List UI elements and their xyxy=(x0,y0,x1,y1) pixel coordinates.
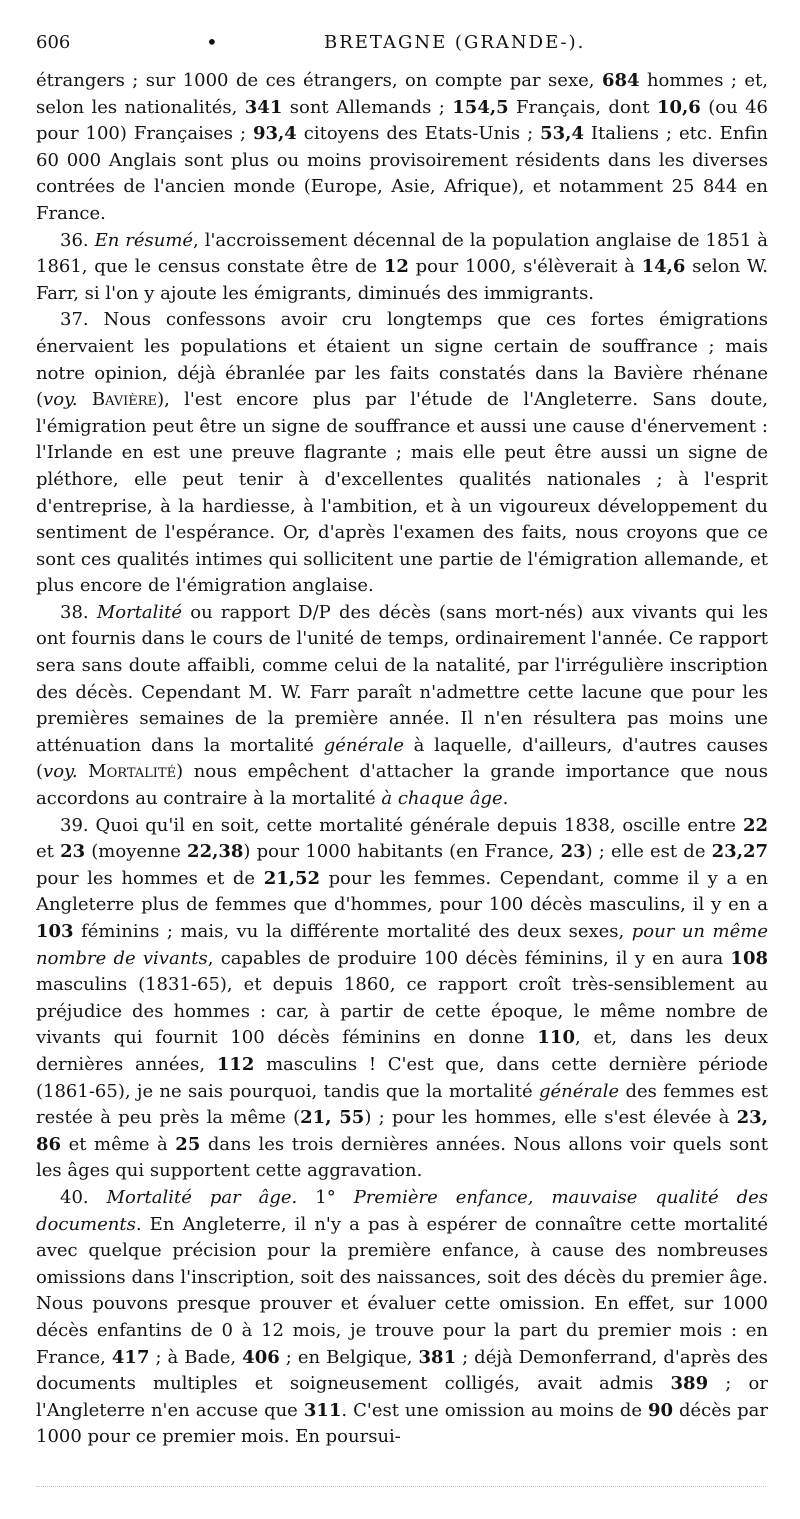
italic-text: Mortalité xyxy=(96,601,183,623)
paragraph xyxy=(36,813,768,1185)
text-run: (ou 46 pour 100) Françaises ; xyxy=(36,96,768,145)
bold-figure: 23,27 xyxy=(711,841,769,863)
bold-figure: 103 xyxy=(36,921,74,942)
bold-figure: 22,38 xyxy=(187,841,244,863)
text-run: , l'accroissement décennal de la population anglaise de 1851 à 1861, que le census constate être de xyxy=(36,229,768,278)
text-run: , capables de produire 100 décès féminins, il y en aura xyxy=(207,947,731,969)
italic-text: à chaque âge xyxy=(381,788,503,810)
bold-figure: 417 xyxy=(111,1346,150,1368)
italic-text: pour un même nombre de vivants xyxy=(36,921,768,969)
bold-figure: 154,5 xyxy=(452,96,509,118)
small-caps-ref: Bavière xyxy=(91,389,158,411)
text-run: 38. xyxy=(60,601,97,623)
paragraph xyxy=(36,1185,768,1451)
text-run: 1° xyxy=(315,1186,354,1208)
bold-figure: 23 xyxy=(60,841,86,863)
text-run: ; à Bade, xyxy=(149,1346,243,1368)
text-run: (moyenne xyxy=(85,841,188,863)
running-title: BRETAGNE (GRANDE-). xyxy=(324,32,586,53)
text-run: à laquelle, d'ailleurs, d'autres causes ( xyxy=(36,734,768,783)
text-run: ) ; pour les hommes, elle s'est élevée à xyxy=(364,1107,737,1129)
bold-figure: 406 xyxy=(242,1346,280,1368)
bold-figure: 381 xyxy=(418,1346,457,1368)
text-run: pour les femmes. Cependant, comme il y a en Angleterre plus de femmes que d'hommes, pour 100 décès masculins, il y en a xyxy=(36,867,769,916)
bold-figure: 93,4 xyxy=(252,123,297,145)
text-run: ), l'est encore plus par l'étude de l'Angleterre. Sans doute, l'émigration peut être un signe de souffrance et aussi une cause d'énervement : l'Irlande en est une preuve flagrante ; mais elle peut être aussi un signe de pléthore, elle peut tenir à d'excellentes qualités nationales ; à l'esprit d'entreprise, à la hardiesse, à l'ambition, et à un vigoureux développement du sentiment de l'espérance. Or, d'après l'examen des faits, nous croyons que ce sont ces qualités intimes qui sollicitent une partie de l'émigration allemande, et plus encore de l'émigration anglaise. xyxy=(36,389,768,597)
text-run: pour 1000, s'élèverait à xyxy=(408,256,642,278)
bold-figure: 112 xyxy=(216,1053,255,1075)
italic-text: Première enfance, mauvaise qualité des documents xyxy=(36,1186,768,1235)
text-run: 36. xyxy=(60,229,95,251)
bold-figure: 14,6 xyxy=(641,256,686,278)
text-run: masculins ! C'est que, dans cette dernière période (1861-65), je ne sais pourquoi, tandis que la mortalité xyxy=(36,1053,768,1102)
paragraph xyxy=(36,68,768,228)
text-run: hommes ; et, selon les nationalités, xyxy=(36,70,769,118)
text-run: . xyxy=(502,788,509,810)
text-run: masculins (1831-65), et depuis 1860, ce rapport croît très-sensiblement au préjudice des hommes : car, à partir de cette époque, le même nombre de vivants qui fournit 100 décès féminins en donne xyxy=(36,974,768,1049)
bold-figure: 25 xyxy=(175,1133,201,1155)
bold-figure: 21, 55 xyxy=(300,1107,365,1129)
text-run: féminins ; mais, vu la différente mortalité des deux sexes, xyxy=(73,921,632,942)
bold-figure: 110 xyxy=(537,1027,575,1049)
text-run: ; déjà Demonferrand, d'après des documents multiples et soigneusement colligés, avait admis xyxy=(36,1346,768,1395)
text-run: citoyens des Etats-Unis ; xyxy=(296,123,541,145)
bold-figure: 53,4 xyxy=(540,123,584,145)
bold-figure: 21,52 xyxy=(263,867,321,889)
page-header xyxy=(36,28,766,60)
text-run: et xyxy=(36,841,61,863)
bold-figure: 341 xyxy=(244,96,283,118)
paragraph xyxy=(36,307,768,600)
text-run: Français, dont xyxy=(508,96,657,118)
italic-text: Mortalité par âge. xyxy=(106,1186,316,1208)
bold-figure: 684 xyxy=(601,70,640,91)
body-text xyxy=(36,68,768,1451)
text-run: dans les trois dernières années. Nous allons voir quels sont les âges qui supportent cette aggravation. xyxy=(36,1133,768,1182)
italic-text: En résumé xyxy=(94,229,194,251)
text-run: 37. Nous confessons avoir cru longtemps que ces fortes émigrations énervaient les populations et étaient un signe certain de souffrance ; mais notre opinion, déjà ébranlée par les faits constatés dans la Bavière rhénane ( xyxy=(36,309,768,411)
bold-figure: 22 xyxy=(742,814,768,836)
text-run: pour les hommes et de xyxy=(36,867,264,889)
bold-figure: 12 xyxy=(383,256,409,278)
small-caps-ref: Mortalité xyxy=(88,761,177,783)
text-run: des femmes est restée à peu près la même ( xyxy=(36,1080,768,1129)
header-separator: • xyxy=(206,30,218,54)
page-number: 606 xyxy=(36,32,71,53)
text-run: étrangers ; sur 1000 de ces étrangers, on compte par sexe, xyxy=(36,70,602,91)
text-run: . C'est une omission au moins de xyxy=(341,1399,648,1421)
bold-figure: 10,6 xyxy=(656,96,701,118)
text-run: sont Allemands ; xyxy=(282,96,453,118)
text-run xyxy=(78,389,92,410)
text-run: 40. xyxy=(60,1186,107,1208)
text-run: ; or l'Angleterre n'en accuse que xyxy=(36,1373,768,1421)
paragraph xyxy=(36,228,768,308)
text-run: Italiens ; etc. Enfin 60 000 Anglais sont plus ou moins provisoirement résidents dans les diverses contrées de l'ancien monde (Europe, Asie, Afrique), et notamment 25 844 en France. xyxy=(36,123,768,224)
text-run: ) ; elle est de xyxy=(585,841,712,863)
bold-figure: 311 xyxy=(303,1399,342,1421)
text-run: ou rapport D/P des décès (sans mort-nés) aux vivants qui les ont fournis dans le cours de l'unité de temps, ordinairement l'année. Ce rapport sera sans doute affaibli, comme celui de la natalité, par l'irrégulière inscription des décès. Cependant M. W. Farr paraît n'admettre cette lacune que pour les premières semaines de la première année. Il n'en résultera pas moins une atténuation dans la mortalité xyxy=(36,601,768,756)
text-run: ) pour 1000 habitants (en France, xyxy=(243,841,561,863)
italic-text: générale xyxy=(323,734,404,756)
italic-text: générale xyxy=(539,1080,620,1102)
italic-text: voy. xyxy=(43,761,78,783)
text-run: . En Angleterre, il n'y a pas à espérer de connaître cette mortalité avec quelque précision pour la première enfance, à cause des nombreuses omissions dans l'inscription, soit des naissances, soit des décès du premier âge. Nous pouvons presque prouver et évaluer cette omission. En effet, sur 1000 décès enfantins de 0 à 12 mois, je trouve pour la part du premier mois : en France, xyxy=(36,1213,768,1368)
text-run: ) nous empêchent d'attacher la grande importance que nous accordons au contraire à la mortalité xyxy=(36,761,768,810)
paragraph xyxy=(36,600,768,813)
text-run xyxy=(78,761,89,782)
text-run: 39. Quoi qu'il en soit, cette mortalité générale depuis 1838, oscille entre xyxy=(60,814,743,836)
text-run: décès par 1000 pour ce premier mois. En poursui- xyxy=(36,1399,768,1448)
bold-figure: 90 xyxy=(647,1399,674,1421)
bold-figure: 23, 86 xyxy=(36,1107,768,1155)
text-run: selon W. Farr, si l'on y ajoute les émigrants, diminués des immigrants. xyxy=(36,256,768,304)
text-run: , et, dans les deux dernières années, xyxy=(36,1027,768,1075)
text-run: et même à xyxy=(61,1133,176,1155)
bold-figure: 108 xyxy=(730,947,768,969)
bold-figure: 23 xyxy=(560,841,586,863)
bold-figure: 389 xyxy=(670,1373,709,1395)
italic-text: voy. xyxy=(43,389,78,411)
text-run: ; en Belgique, xyxy=(279,1346,419,1368)
page-footer-rule xyxy=(36,1486,766,1487)
